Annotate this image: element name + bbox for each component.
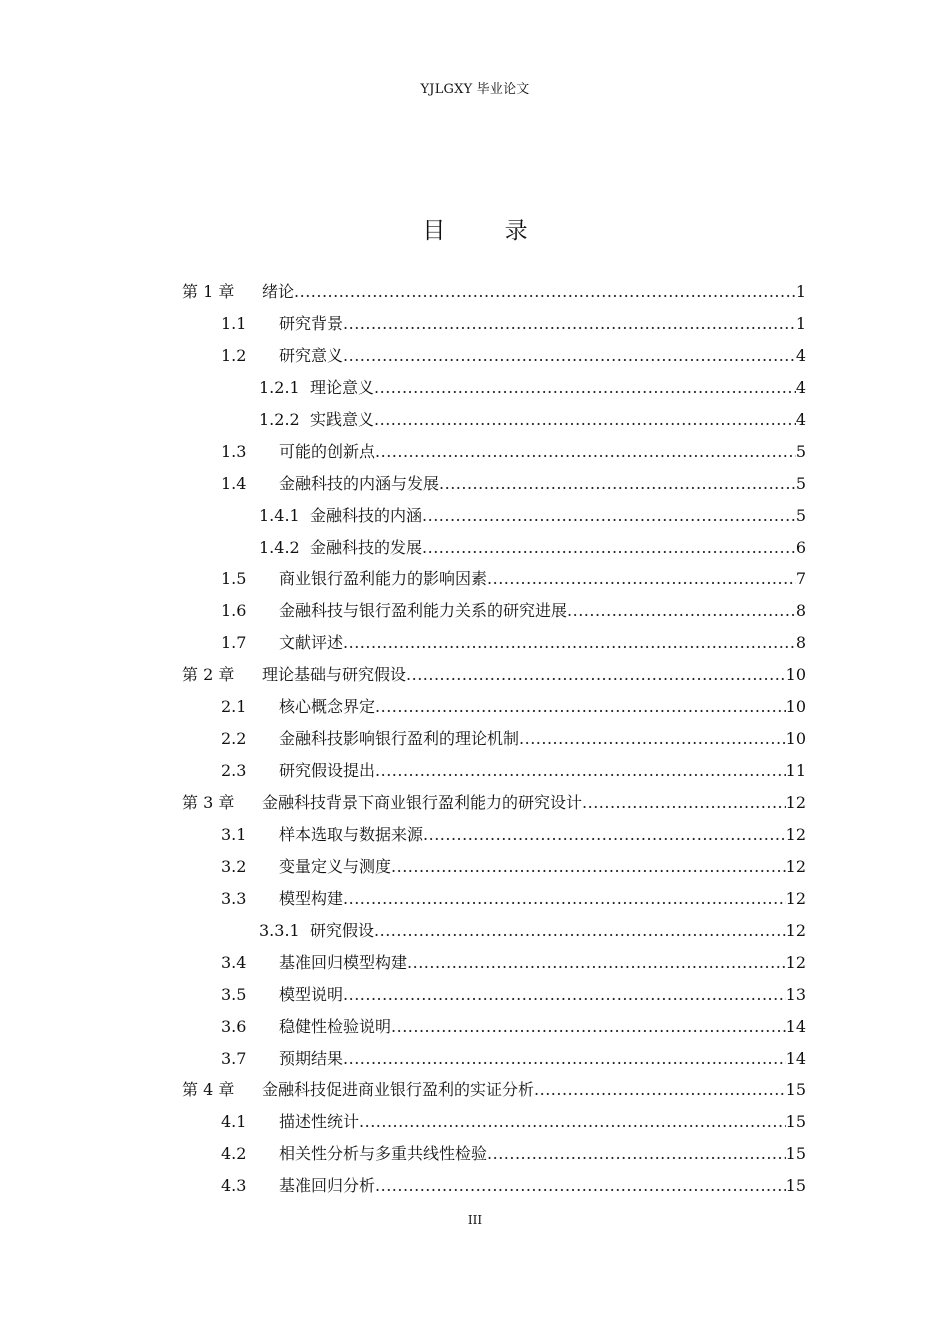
dot-leader [439, 468, 796, 500]
dot-leader [407, 947, 786, 979]
toc-entry-page: 8 [795, 601, 806, 621]
toc-entry-page: 15 [785, 1144, 806, 1164]
toc-entry-page: 8 [795, 633, 806, 653]
dot-leader [534, 1074, 786, 1106]
toc-entry-label: 预期结果 [279, 1048, 344, 1068]
toc-entry[interactable] [182, 979, 806, 1011]
toc-entry-number: 2.2 [221, 729, 247, 749]
toc-entry-label: 理论意义 [310, 377, 375, 397]
toc-entry-page: 5 [795, 473, 806, 493]
toc-entry-label: 研究假设提出 [279, 761, 376, 781]
toc-entry-label: 绪论 [262, 282, 295, 301]
toc-entry-number: 第 2 章 [182, 665, 235, 685]
toc-entry[interactable] [182, 276, 806, 308]
toc-entry-label: 变量定义与测度 [279, 856, 392, 876]
toc-entry-number: 3.2 [221, 856, 247, 876]
toc-entry[interactable] [182, 915, 806, 947]
toc-entry-label: 金融科技背景下商业银行盈利能力的研究设计 [262, 793, 583, 812]
toc-entry[interactable] [182, 627, 806, 659]
toc-entry[interactable] [182, 595, 806, 627]
toc-entry[interactable] [182, 947, 806, 979]
toc-entry-page: 14 [785, 1048, 806, 1068]
toc-entry-page: 12 [785, 824, 806, 844]
toc-entry-label: 金融科技与银行盈利能力关系的研究进展 [279, 601, 568, 621]
toc-entry-label: 金融科技的内涵 [310, 505, 423, 525]
toc-entry-label: 相关性分析与多重共线性检验 [279, 1144, 488, 1164]
toc-entry-page: 14 [785, 1016, 806, 1036]
toc-entry-label: 研究意义 [279, 345, 344, 365]
toc-entry[interactable] [182, 851, 806, 883]
toc-entry-page: 5 [795, 441, 806, 461]
dot-leader [343, 340, 796, 372]
toc-entry-label: 可能的创新点 [279, 441, 376, 461]
toc-entry-number: 3.5 [221, 984, 247, 1004]
toc-entry-number: 2.3 [221, 761, 247, 781]
toc-entry[interactable] [182, 468, 806, 500]
toc-entry-label: 理论基础与研究假设 [262, 665, 407, 685]
dot-leader [423, 819, 786, 851]
toc-entry-page: 11 [785, 761, 806, 781]
toc-entry[interactable] [182, 819, 806, 851]
toc-entry[interactable] [182, 1106, 806, 1138]
toc-entry-label: 商业银行盈利能力的影响因素 [279, 569, 488, 589]
toc-entry-number: 1.3 [221, 441, 247, 461]
table-of-contents [182, 276, 806, 1202]
toc-entry[interactable] [182, 755, 806, 787]
toc-entry-page: 12 [785, 793, 806, 812]
toc-entry-label: 金融科技促进商业银行盈利的实证分析 [262, 1080, 535, 1100]
toc-entry-label: 研究背景 [279, 313, 344, 333]
toc-entry[interactable] [182, 1011, 806, 1043]
toc-entry-page: 4 [795, 409, 806, 429]
dot-leader [343, 627, 796, 659]
toc-entry[interactable] [182, 1043, 806, 1075]
page-number: III [467, 1213, 483, 1227]
toc-entry-number: 第 4 章 [182, 1080, 235, 1100]
page-header: YJLGXY 毕业论文 [420, 82, 530, 97]
toc-entry[interactable] [182, 308, 806, 340]
toc-entry-page: 12 [785, 888, 806, 908]
toc-entry[interactable] [182, 563, 806, 595]
toc-entry-number: 3.3 [221, 888, 247, 908]
toc-entry[interactable] [182, 532, 806, 564]
toc-entry-number: 2.1 [221, 697, 247, 717]
toc-entry-page: 13 [785, 984, 806, 1004]
dot-leader [582, 787, 786, 819]
toc-entry-page: 6 [795, 537, 806, 557]
toc-entry-label: 实践意义 [310, 409, 375, 429]
toc-entry-number: 1.7 [221, 633, 247, 653]
toc-entry-page: 12 [785, 920, 806, 940]
toc-entry-number: 1.6 [221, 601, 247, 621]
dot-leader [359, 1106, 786, 1138]
toc-entry-number: 1.2 [221, 345, 247, 365]
toc-entry-number: 3.6 [221, 1016, 247, 1036]
toc-entry-label: 模型说明 [279, 984, 344, 1004]
toc-entry[interactable] [182, 723, 806, 755]
toc-entry[interactable] [182, 691, 806, 723]
toc-entry-page: 10 [785, 697, 806, 717]
toc-entry-page: 12 [785, 856, 806, 876]
toc-entry-label: 核心概念界定 [279, 697, 376, 717]
toc-entry-number: 第 1 章 [182, 282, 235, 301]
toc-entry-number: 3.1 [221, 824, 247, 844]
toc-entry-label: 模型构建 [279, 888, 344, 908]
toc-entry[interactable] [182, 1138, 806, 1170]
toc-entry-page: 15 [785, 1080, 806, 1100]
dot-leader [406, 659, 786, 691]
dot-leader [391, 1011, 786, 1043]
dot-leader [343, 883, 786, 915]
toc-entry[interactable] [182, 1074, 806, 1106]
toc-entry[interactable] [182, 436, 806, 468]
dot-leader [519, 723, 786, 755]
toc-entry-number: 1.4.1 [259, 505, 300, 525]
dot-leader [374, 915, 786, 947]
dot-leader [422, 532, 796, 564]
toc-entry-number: 1.4.2 [259, 537, 300, 557]
toc-entry-page: 1 [795, 282, 806, 301]
toc-entry-page: 7 [795, 569, 806, 589]
toc-entry-label: 基准回归分析 [279, 1176, 376, 1196]
toc-entry[interactable] [182, 883, 806, 915]
toc-entry[interactable] [182, 500, 806, 532]
dot-leader [343, 979, 786, 1011]
toc-entry-page: 1 [795, 313, 806, 333]
toc-entry-page: 15 [785, 1112, 806, 1132]
toc-entry-page: 5 [795, 505, 806, 525]
toc-entry-number: 3.7 [221, 1048, 247, 1068]
toc-entry[interactable] [182, 659, 806, 691]
dot-leader [375, 436, 796, 468]
toc-entry[interactable] [182, 340, 806, 372]
dot-leader [375, 691, 786, 723]
toc-entry-label: 金融科技影响银行盈利的理论机制 [279, 729, 520, 749]
dot-leader [487, 563, 796, 595]
toc-entry[interactable] [182, 787, 806, 819]
toc-entry-number: 第 3 章 [182, 793, 235, 812]
toc-entry-label: 描述性统计 [279, 1112, 360, 1132]
toc-entry-number: 3.3.1 [259, 920, 300, 940]
dot-leader [422, 500, 796, 532]
toc-entry[interactable] [182, 404, 806, 436]
dot-leader [375, 755, 786, 787]
toc-entry-label: 基准回归模型构建 [279, 952, 408, 972]
dot-leader [343, 1043, 786, 1075]
toc-entry-page: 12 [785, 952, 806, 972]
dot-leader [294, 276, 796, 308]
toc-entry-number: 1.2.2 [259, 409, 300, 429]
toc-entry-number: 3.4 [221, 952, 247, 972]
toc-entry-number: 4.1 [221, 1112, 247, 1132]
toc-entry[interactable] [182, 372, 806, 404]
toc-entry-label: 稳健性检验说明 [279, 1016, 392, 1036]
dot-leader [487, 1138, 786, 1170]
toc-entry-label: 文献评述 [279, 633, 344, 653]
toc-entry-page: 10 [785, 729, 806, 749]
toc-entry-page: 15 [785, 1176, 806, 1196]
toc-entry-number: 1.5 [221, 569, 247, 589]
dot-leader [375, 1170, 786, 1202]
toc-entry-label: 金融科技的发展 [310, 537, 423, 557]
toc-entry-label: 金融科技的内涵与发展 [279, 473, 440, 493]
toc-entry-label: 样本选取与数据来源 [279, 824, 424, 844]
page-title: 目 录 [422, 218, 554, 244]
toc-entry-page: 4 [795, 377, 806, 397]
dot-leader [391, 851, 786, 883]
toc-entry-number: 1.4 [221, 473, 247, 493]
toc-entry-label: 研究假设 [310, 920, 375, 940]
toc-entry-page: 4 [795, 345, 806, 365]
dot-leader [374, 372, 796, 404]
toc-entry-number: 1.1 [221, 313, 247, 333]
toc-entry-number: 1.2.1 [259, 377, 300, 397]
dot-leader [567, 595, 796, 627]
dot-leader [374, 404, 796, 436]
dot-leader [343, 308, 796, 340]
toc-entry-page: 10 [785, 665, 806, 685]
toc-entry-number: 4.2 [221, 1144, 247, 1164]
toc-entry-number: 4.3 [221, 1176, 247, 1196]
toc-entry[interactable] [182, 1170, 806, 1202]
